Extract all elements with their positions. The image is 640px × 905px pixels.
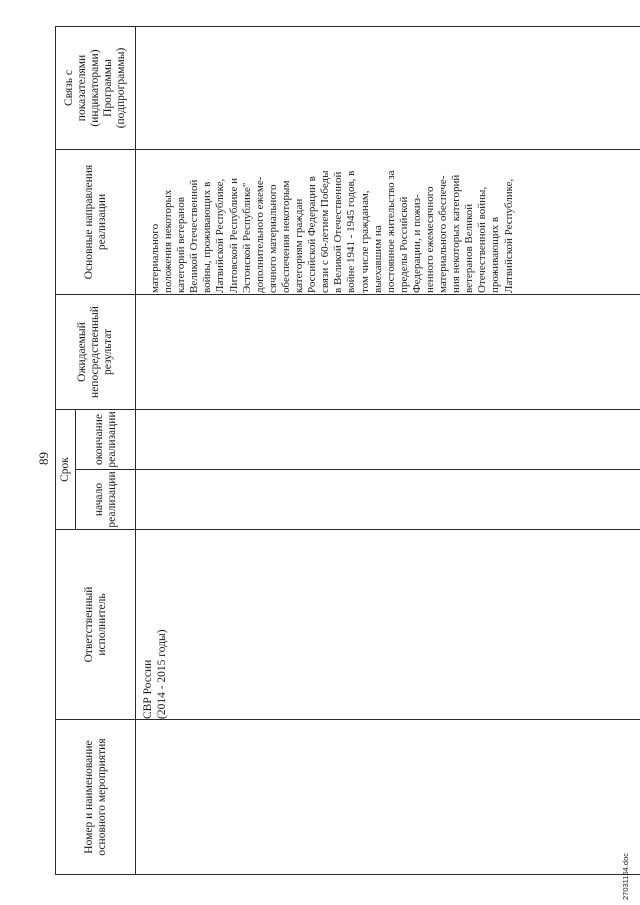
column-divider [55,529,640,530]
column-divider [55,409,640,410]
page-number: 89 [36,452,51,465]
header-link: Связь с показателями (индикаторами) Программы (подпрограммы) [63,47,127,129]
column-divider [55,719,640,720]
header-directions: Основные направления реализации [82,164,108,280]
table-left-border [55,874,640,875]
table-right-border [55,26,640,27]
header-start: начало реализации [92,471,118,528]
column-divider [55,294,640,295]
header-number-name: Номер и наименование основного мероприятия [82,738,108,856]
header-bottom-border [135,27,136,875]
row-executor: СВР России (2014 - 2015 годы) [142,629,168,719]
header-executor: Ответственный исполнитель [82,586,108,663]
document-file-id: 27031164.doc [621,853,630,900]
header-result: Ожидаемый непосредственный результат [76,306,114,398]
header-term: Срок [59,457,71,482]
row-directions: материального положения некоторых категорий ветеранов Великой Отечественной войны, проживающих в Латвийской Республике, Литовской Республике и Эстонской Республике" дополнительного ежеме- сячного материального обеспечения некоторым категориям граждан Российской Федерации в связи с 60-летием Победы в Великой Отечественной войне 1941 - 1945 годов, в том числе гражданам, выехавшим на постоянное жительство за пределы Российской Федерации, и пожиз- ненного ежемесячного материального обеспече- ния некоторых категорий ветеранов Великой Отечественной войны, проживающих в Латвийской Республике, [149,170,515,293]
column-divider [75,469,640,470]
header-end: окончание реализации [92,411,118,468]
